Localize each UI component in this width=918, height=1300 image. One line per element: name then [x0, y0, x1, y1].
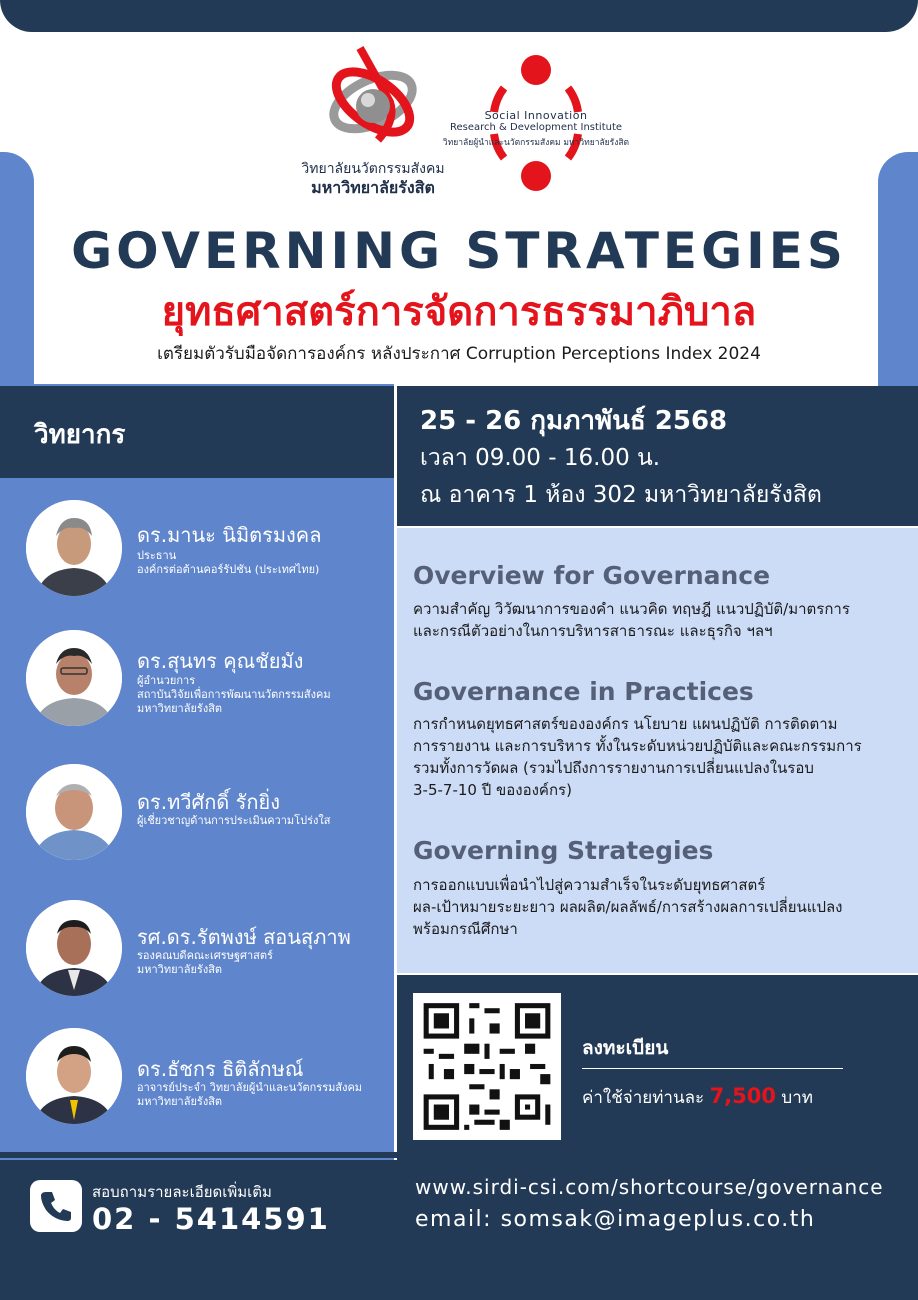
person-icon — [26, 1028, 122, 1124]
event-venue: ณ อาคาร 1 ห้อง 302 มหาวิทยาลัยรังสิต — [420, 482, 822, 508]
phone-handset-icon — [30, 1180, 82, 1232]
subtitle: เตรียมตัวรับมือจัดการองค์กร หลังประกาศ Corruption Perceptions Index 2024 — [157, 344, 761, 364]
speaker-avatar — [26, 900, 122, 996]
csi-logo-text-line2: มหาวิทยาลัยรังสิต — [311, 178, 435, 197]
title-english: GOVERNING STRATEGIES — [71, 222, 847, 280]
topic-title: Governing Strategies — [413, 836, 714, 865]
speaker-avatar — [26, 764, 122, 860]
sirdi-logo-text-line2: Research & Development Institute — [449, 122, 623, 133]
speaker-role: ผู้เชี่ยวชาญด้านการประเมินความโปร่งใส — [137, 814, 331, 827]
speaker-role: สถาบันวิจัยเพื่อการพัฒนานวัตกรรมสังคม — [137, 688, 331, 701]
topic-line: ผล-เป้าหมายระยะยาว ผลผลิต/ผลลัพธ์/การสร้างผลการเปลี่ยนแปลง — [413, 898, 843, 916]
person-icon — [26, 630, 122, 726]
speaker-role: มหาวิทยาลัยรังสิต — [137, 963, 223, 976]
speaker-name: ดร.มานะ นิมิตรมงคล — [137, 523, 322, 547]
person-icon — [26, 500, 122, 596]
csi-logo-text-line1: วิทยาลัยนวัตกรรมสังคม — [301, 161, 445, 177]
topic-title: Overview for Governance — [413, 561, 771, 590]
speaker-role: มหาวิทยาลัยรังสิต — [137, 1095, 223, 1108]
topic-line: รวมทั้งการวัดผล (รวมไปถึงการรายงานการเปลี่ยนแปลงในรอบ — [413, 759, 814, 777]
speaker-name: ดร.ธัชกร ธิติลักษณ์ — [137, 1057, 304, 1081]
topic-line: และกรณีตัวอย่างในการบริหารสาธารณะ และธุรกิจ ฯลฯ — [413, 622, 773, 640]
speaker-role: องค์กรต่อต้านคอร์รัปชัน (ประเทศไทย) — [137, 563, 320, 576]
speaker-name: รศ.ดร.รัตพงษ์ สอนสุภาพ — [137, 925, 351, 949]
speaker-role: อาจารย์ประจำ วิทยาลัยผู้นำและนวัตกรรมสังคม — [137, 1081, 363, 1094]
qr-code-icon — [413, 993, 561, 1140]
topic-line: การกำหนดยุทธศาสตร์ขององค์กร นโยบาย แผนปฏิบัติ การติดตาม — [413, 715, 838, 733]
contact-phone[interactable]: 02 - 5414591 — [92, 1202, 330, 1236]
speaker-role: ผู้อำนวยการ — [137, 674, 196, 687]
speaker-name: ดร.ทวีศักดิ์ รักยิ่ง — [137, 790, 280, 814]
topic-line: ความสำคัญ วิวัฒนาการของคำ แนวคิด ทฤษฎี แนวปฏิบัติ/มาตรการ — [413, 600, 850, 618]
topic-line: การรายงาน และการบริหาร ทั้งในระดับหน่วยปฏิบัติและคณะกรรมการ — [413, 737, 862, 755]
speaker-role: มหาวิทยาลัยรังสิต — [137, 702, 223, 715]
footer-stripe — [0, 1152, 918, 1158]
fee-suffix: บาท — [781, 1088, 813, 1108]
sirdi-logo-text-line3: วิทยาลัยผู้นำและนวัตกรรมสังคม มหาวิทยาลัยรังสิต — [442, 138, 630, 148]
topic-line: พร้อมกรณีศึกษา — [413, 920, 518, 938]
phone-icon — [30, 1180, 82, 1232]
topic-line: การออกแบบเพื่อนำไปสู่ความสำเร็จในระดับยุทธศาสตร์ — [413, 876, 766, 894]
website-link[interactable]: www.sirdi-csi.com/shortcourse/governance — [415, 1175, 884, 1199]
fee-text — [582, 1084, 813, 1111]
speaker-name: ดร.สุนทร คุณชัยมัง — [137, 649, 304, 673]
registration-divider — [582, 1068, 843, 1069]
registration-qr-code[interactable] — [413, 993, 561, 1140]
speaker-header-label: วิทยากร — [34, 420, 126, 450]
speaker-avatar — [26, 630, 122, 726]
sirdi-logo-text-line1: Social Innovation — [484, 109, 588, 122]
topic-title: Governance in Practices — [413, 677, 754, 706]
contact-label: สอบถามรายละเอียดเพิ่มเติม — [92, 1183, 272, 1201]
person-icon — [26, 764, 122, 860]
email-link[interactable]: email: somsak@imageplus.co.th — [415, 1207, 816, 1232]
event-time: เวลา 09.00 - 16.00 น. — [420, 445, 661, 471]
top-band — [0, 0, 918, 32]
speaker-avatar — [26, 1028, 122, 1124]
fee-prefix: ค่าใช้จ่ายท่านละ — [582, 1088, 705, 1108]
person-icon — [26, 900, 122, 996]
fee-amount: 7,500 — [709, 1084, 776, 1108]
event-date: 25 - 26 กุมภาพันธ์ 2568 — [420, 406, 728, 436]
speaker-role: รองคณบดีคณะเศรษฐศาสตร์ — [137, 949, 273, 962]
speaker-role: ประธาน — [137, 549, 177, 562]
title-thai: ยุทธศาสตร์การจัดการธรรมาภิบาล — [161, 289, 757, 335]
registration-label: ลงทะเบียน — [582, 1037, 669, 1059]
speaker-avatar — [26, 500, 122, 596]
topic-line: 3-5-7-10 ปี ขององค์กร) — [413, 781, 572, 799]
